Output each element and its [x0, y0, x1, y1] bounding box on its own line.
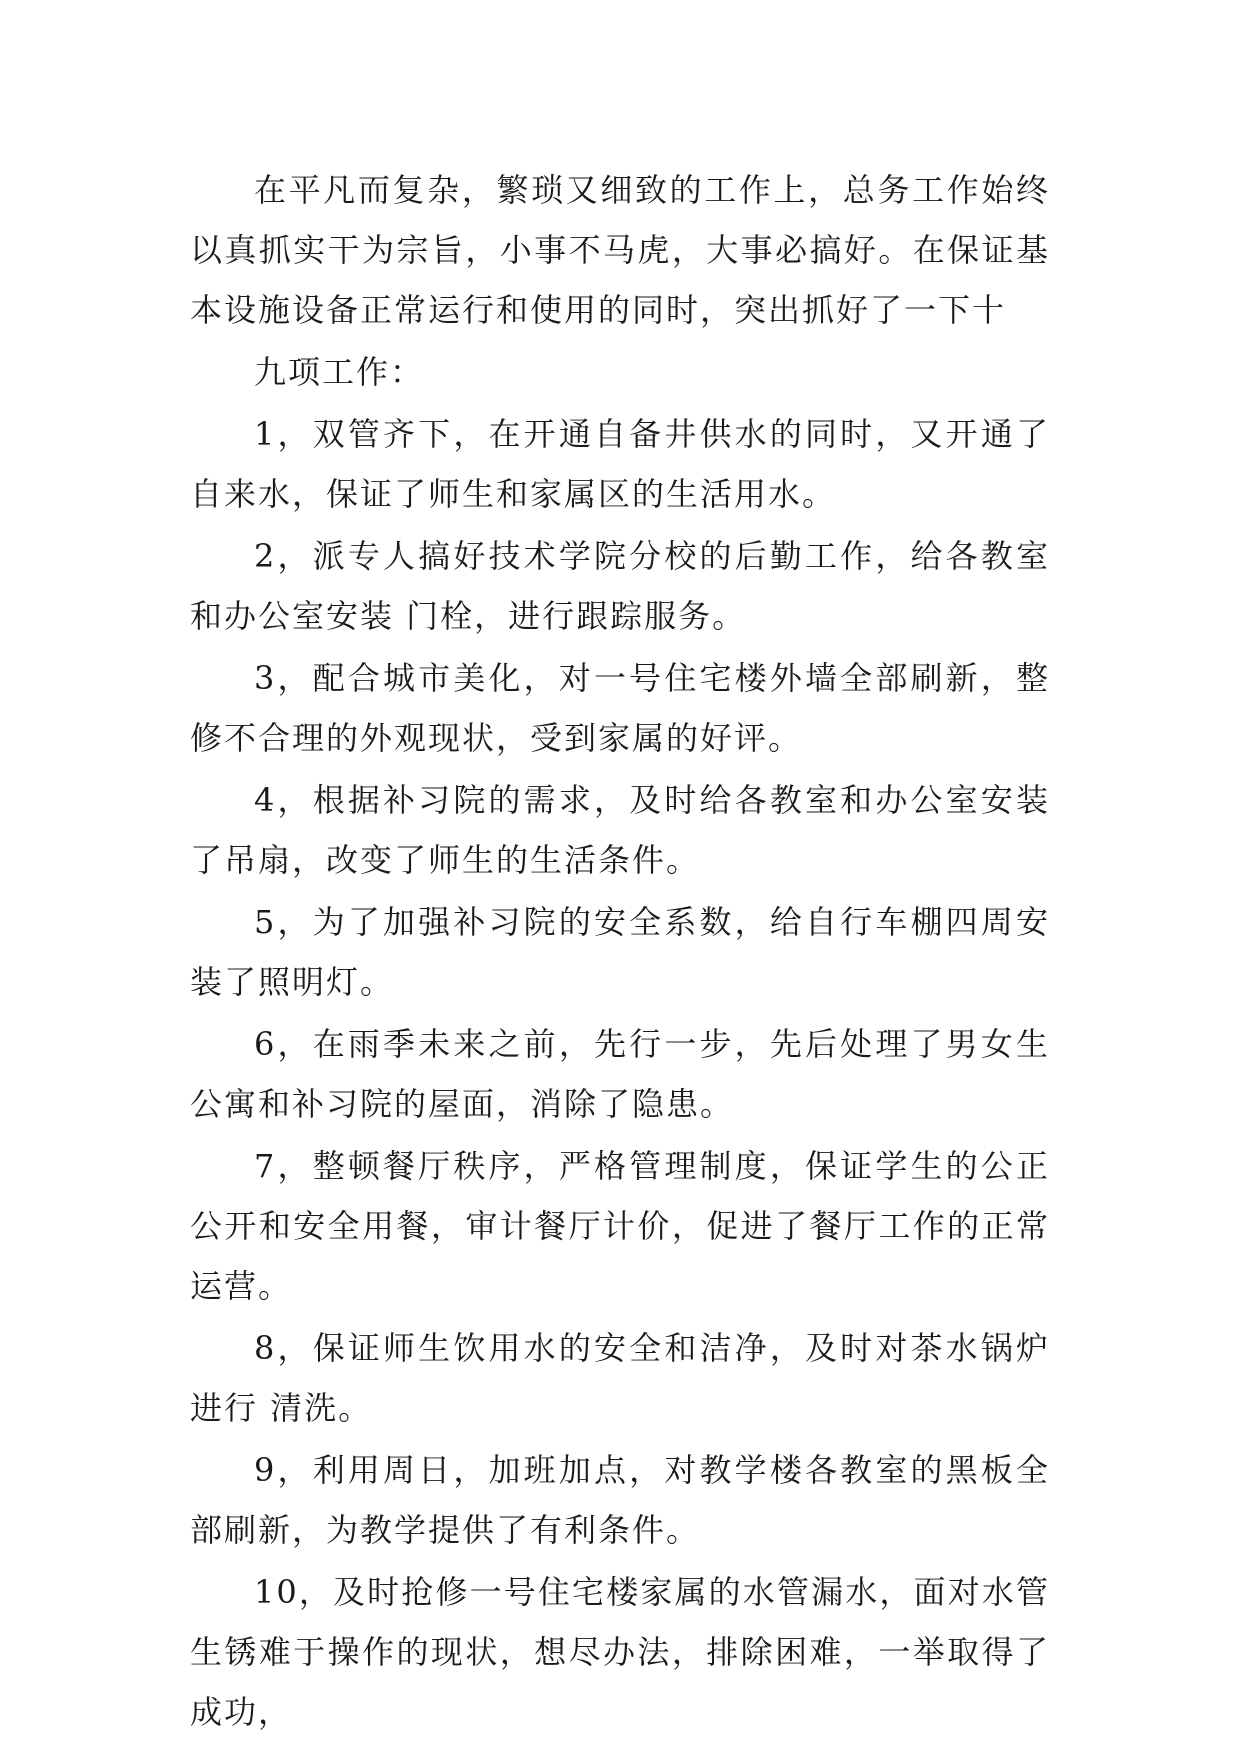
document-body — [190, 160, 1050, 1744]
list-item-10: 10，及时抢修一号住宅楼家属的水管漏水，面对水管生锈难于操作的现状，想尽办法，排除困难，一举取得了成功， — [190, 1573, 1050, 1731]
list-item-1: 1，双管齐下，在开通自备井供水的同时，又开通了自来水，保证了师生和家属区的生活用水。 — [190, 415, 1050, 513]
list-item-6: 6，在雨季未来之前，先行一步，先后处理了男女生公寓和补习院的屋面，消除了隐患。 — [190, 1025, 1050, 1123]
list-item-8: 8，保证师生饮用水的安全和洁净，及时对茶水锅炉进行 清洗。 — [190, 1329, 1050, 1427]
list-item-9: 9，利用周日，加班加点，对教学楼各教室的黑板全部刷新，为教学提供了有利条件。 — [190, 1451, 1050, 1549]
paragraph-intro: 在平凡而复杂，繁琐又细致的工作上，总务工作始终以真抓实干为宗旨，小事不马虎，大事必搞好。在保证基本设施设备正常运行和使用的同时，突出抓好了一下十 — [190, 171, 1050, 329]
list-item-2: 2，派专人搞好技术学院分校的后勤工作，给各教室和办公室安装 门栓，进行跟踪服务。 — [190, 537, 1050, 635]
list-item-3: 3，配合城市美化，对一号住宅楼外墙全部刷新，整修不合理的外观现状，受到家属的好评。 — [190, 659, 1050, 757]
paragraph-nine-items: 九项工作： — [254, 353, 425, 391]
list-item-5: 5，为了加强补习院的安全系数，给自行车棚四周安装了照明灯。 — [190, 903, 1050, 1001]
list-item-4: 4，根据补习院的需求，及时给各教室和办公室安装了吊扇，改变了师生的生活条件。 — [190, 781, 1050, 879]
list-item-7: 7，整顿餐厅秩序，严格管理制度，保证学生的公正公开和安全用餐，审计餐厅计价，促进了餐厅工作的正常运营。 — [190, 1147, 1050, 1305]
